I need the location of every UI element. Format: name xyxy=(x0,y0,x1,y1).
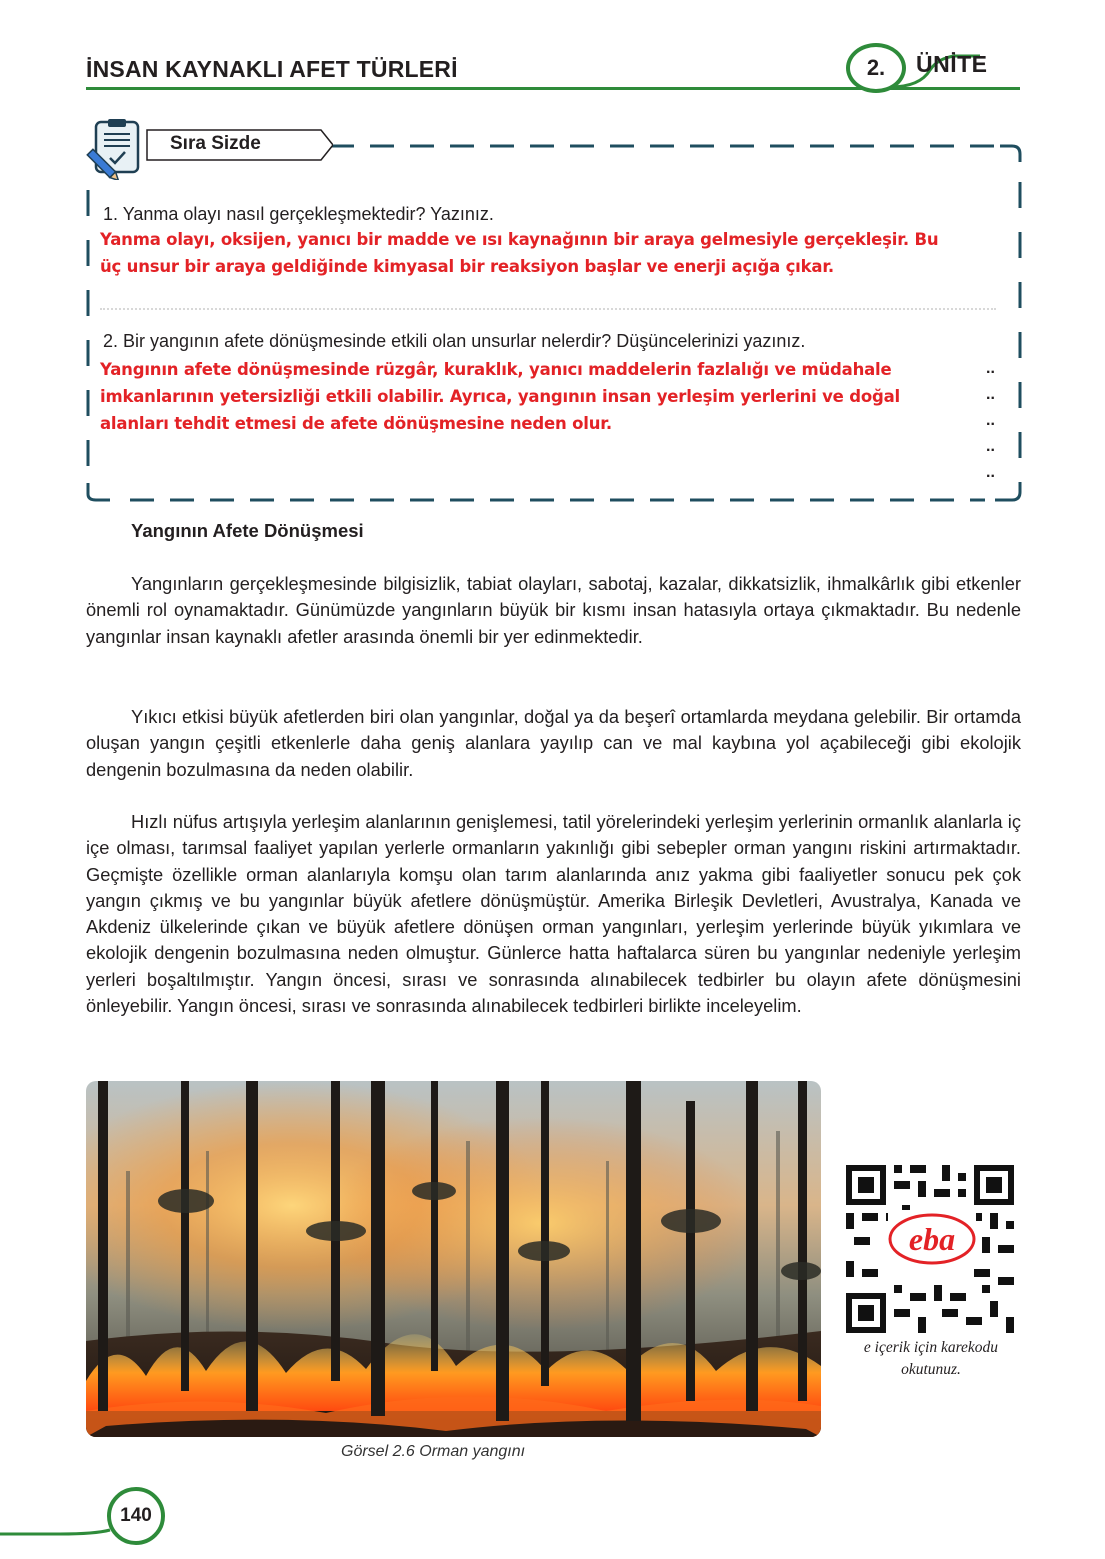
section-title: Yangının Afete Dönüşmesi xyxy=(131,520,364,541)
answer-2-line-3: alanları tehdit etmesi de afete dönüşmesine neden olur. xyxy=(100,414,612,433)
unit-number-badge: 2. xyxy=(846,43,906,93)
activity-title: Sıra Sizde xyxy=(170,133,261,154)
activity-frame xyxy=(80,138,1030,510)
unit-label: ÜNİTE xyxy=(916,51,988,77)
answer-2-line-1: Yangının afete dönüşmesinde rüzgâr, kuraklık, yanıcı maddelerin fazlalığı ve müdahale xyxy=(100,360,892,379)
answer-2-line-2: imkanlarının yetersizliği etkili olabilir. Ayrıca, yangının insan yerleşim yerlerini ve doğal xyxy=(100,387,900,406)
clipboard-pencil-icon xyxy=(80,118,148,180)
paragraph-2: Yıkıcı etkisi büyük afetlerden biri olan yangınlar, doğal ya da beşerî ortamlarda meydana gelebilir. Bir ortamda oluşan yangın çeşitli etkenlerle daha geniş alanlara yayılıp can ve mal kaybına yol açabileceği gibi ekolojik dengenin bozulmasına da neden olabilir. xyxy=(86,706,1021,780)
question-divider xyxy=(100,308,996,310)
question-1: 1. Yanma olayı nasıl gerçekleşmektedir? Yazınız. xyxy=(103,204,494,224)
qr-caption: e içerik için karekodu okutunuz. xyxy=(863,1339,999,1378)
paragraph-1: Yangınların gerçekleşmesinde bilgisizlik, tabiat olayları, sabotaj, kazalar, dikkatsizlik, ihmalkârlık gibi etkenler önemli rol oynamaktadır. Günümüzde yangınların büyük bir kısmı insan hatasıyla ortaya çıkmaktadır. Bu nedenle yangınlar insan kaynaklı afetler arasında önemli bir yer edinmektedir. xyxy=(86,573,1021,647)
forest-fire-photo xyxy=(86,1081,821,1437)
answer-dots: .. .. .. .. .. xyxy=(986,360,995,481)
paragraph-3: Hızlı nüfus artışıyla yerleşim alanlarının genişlemesi, tatil yörelerindeki yerleşim yerlerinin ormanlık alanlarla iç içe olması, tarımsal faaliyet yapılan yerlerle ormanların yakınlığı gibi sebepler orman yangını riskini artırmaktadır. Geçmişte özellikle orman alanlarıyla komşu olan tarım alanlarında anız yakma gibi faaliyetler sonucu pek çok yangın çıkmış ve bu yangınlar büyük afetlere dönüşmüştür. Amerika Birleşik Devletleri, Avustralya, Kanada ve Akdeniz ülkelerinde çıkan ve büyük afetlere dönüşen orman yangınları, yerleşim yerlerinde büyük yıkımlara ve ekolojik dengenin bozulmasına neden olmuştur. Günlerce hatta haftalarca süren bu yangınlar nedeniyle yerleşim yerleri boşaltılmıştır. Yangın öncesi, sırası ve sonrasında alınabilecek tedbirler bu olayın afete dönüşmesini önleyebilir. Yangın öncesi, sırası ve sonrasında alınabilecek tedbirleri birlikte inceleyelim. xyxy=(86,811,1021,1017)
answer-1-line-2: üç unsur bir araya geldiğinde kimyasal bir reaksiyon başlar ve enerji açığa çıkar. xyxy=(100,257,834,276)
answer-1-line-1: Yanma olayı, oksijen, yanıcı bir madde ve ısı kaynağının bir araya gelmesiyle gerçekleşir. Bu xyxy=(100,230,939,249)
chapter-title: İNSAN KAYNAKLI AFET TÜRLERİ xyxy=(86,56,458,82)
page-number: 140 xyxy=(107,1487,165,1545)
eba-logo xyxy=(888,1210,976,1268)
question-2: 2. Bir yangının afete dönüşmesinde etkili olan unsurlar nelerdir? Düşüncelerinizi yazınız. xyxy=(103,331,806,351)
figure-caption: Görsel 2.6 Orman yangını xyxy=(341,1443,526,1460)
svg-text:eba: eba xyxy=(908,1221,956,1257)
